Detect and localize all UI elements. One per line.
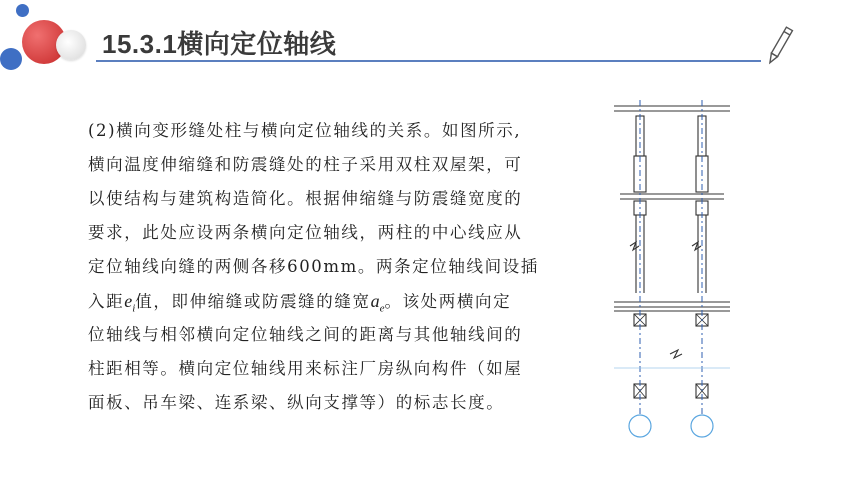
paragraph-line-3: 以使结构与建筑构造简化。根据伸缩缝与防震缝宽度的 — [88, 189, 523, 208]
axis-circle-right — [691, 415, 713, 437]
left-column-upper — [636, 116, 644, 156]
decor-blue-dot — [16, 4, 29, 17]
paragraph-line-8: 柱距相等。横向定位轴线用来标注厂房纵向构件（如屋 — [88, 359, 523, 378]
axis-circle-left — [629, 415, 651, 437]
line6-middle: 值，即伸缩缝或防震缝的缝宽 — [135, 292, 371, 311]
line6-after: 。该处两横向定 — [384, 292, 512, 311]
right-column-upper — [698, 116, 706, 156]
pencil-icon — [764, 24, 794, 68]
paragraph-line-2: 横向温度伸缩缝和防震缝处的柱子采用双柱双屋架，可 — [88, 155, 523, 174]
decor-blue-circle — [0, 48, 22, 70]
line6-before: 入距 — [88, 292, 125, 311]
title-underline — [96, 60, 761, 62]
double-column-diagram — [612, 98, 732, 440]
paragraph-line-4: 要求，此处应设两条横向定位轴线，两柱的中心线应从 — [88, 223, 523, 242]
paragraph-line-1: (2)横向变形缝处柱与横向定位轴线的关系。如图所示, — [88, 121, 522, 140]
paragraph-line-6 — [88, 284, 568, 318]
paragraph-line-5: 定位轴线向缝的两侧各移600mm。两条定位轴线间设插 — [88, 257, 539, 276]
paragraph-line-7: 位轴线与相邻横向定位轴线之间的距离与其他轴线间的 — [88, 325, 523, 344]
paragraph-line-9: 面板、吊车梁、连系梁、纵向支撑等）的标志长度。 — [88, 393, 505, 412]
body-paragraph — [88, 114, 568, 420]
page-title: 15.3.1横向定位轴线 — [102, 29, 337, 59]
math-ei: $e_i$ — [124, 291, 136, 315]
decor-gray-circle — [56, 30, 86, 60]
math-ae: $a_e$ — [370, 291, 385, 315]
